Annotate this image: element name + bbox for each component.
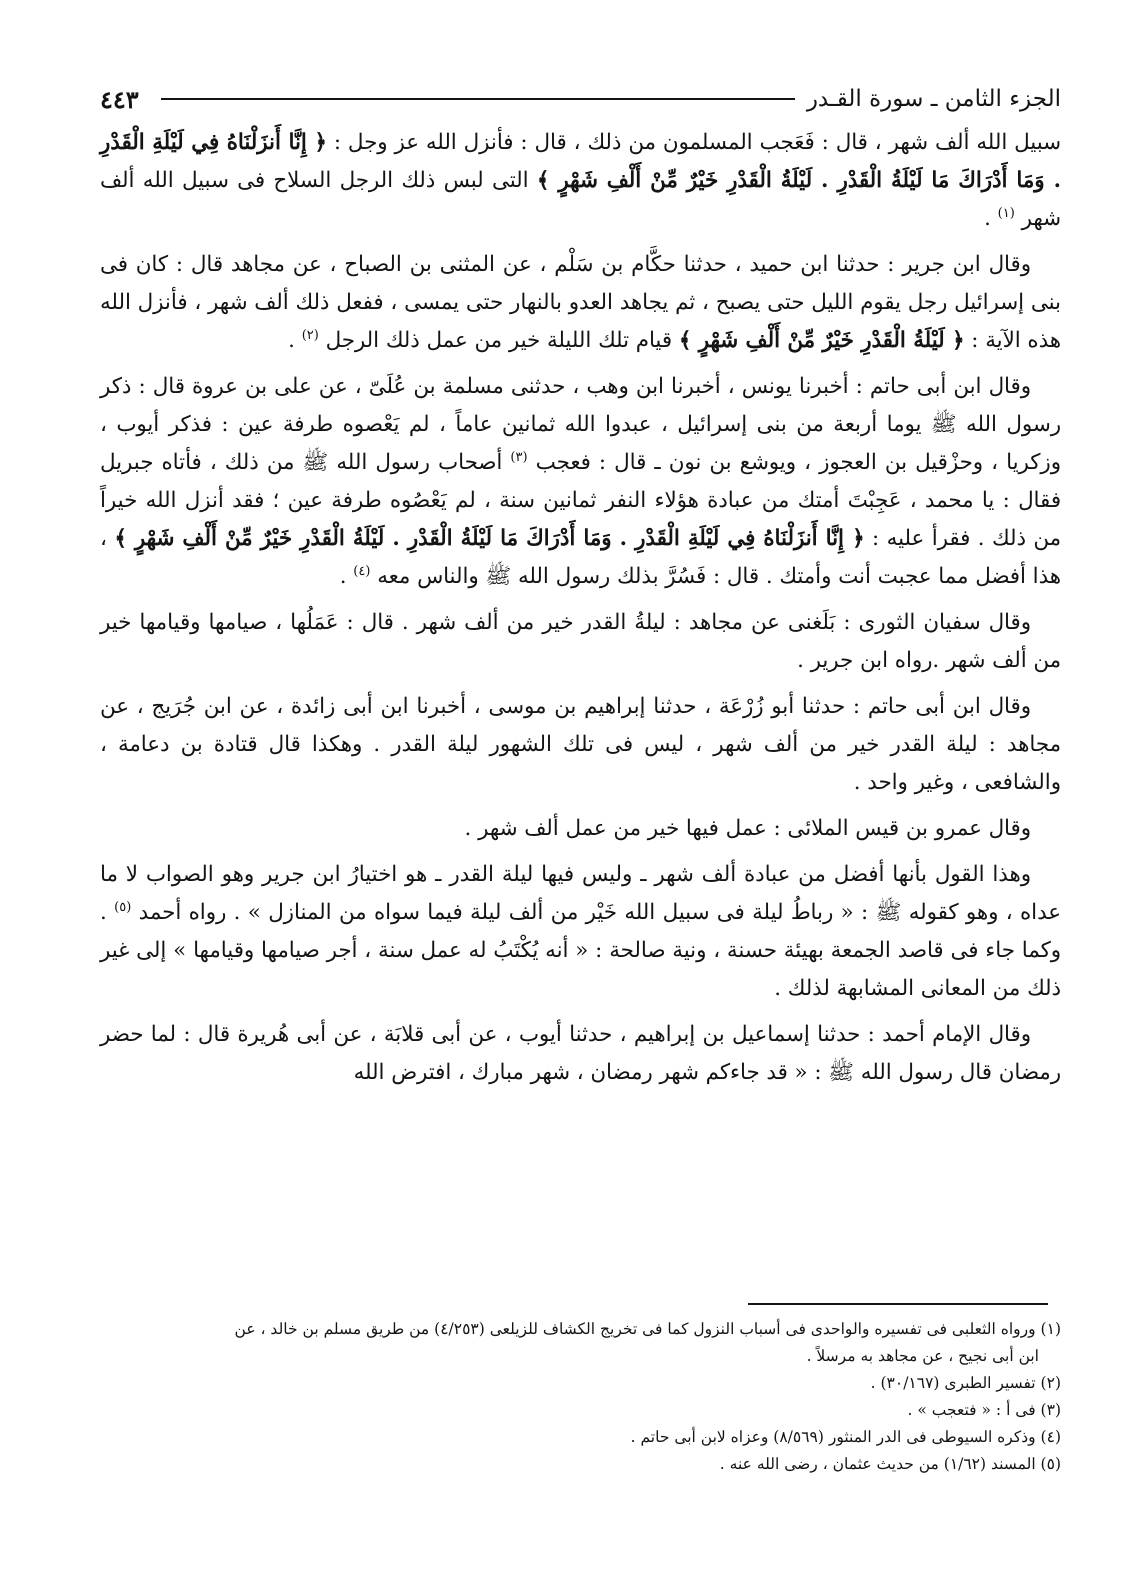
text-run: سبيل الله ألف شهر ، قال : فَعَجب المسلمون من ذلك ، قال : فأنزل الله عز وجل : — [326, 130, 1062, 155]
footnotes — [100, 1316, 1061, 1478]
text-run: ، هذا أفضل مما عجبت أنت وأمتك . قال : فَسُرَّ بذلك رسول الله ﷺ والناس معه — [100, 526, 1061, 589]
text-run: وقال ابن أبى حاتم : حدثنا أبو زُرْعَة ، حدثنا إبراهيم بن موسى ، أخبرنا ابن أبى زائدة ، عن ابن جُرَيج ، عن مجاهد : ليلة القدر خير من ألف شهر ، ليس فى تلك الشهور ليلة القدر . وهكذا قال قتادة بن دعامة ، والشافعى ، وغير واحد . — [100, 694, 1061, 795]
text-run: . — [984, 206, 998, 231]
text-run: قيام تلك الليلة خير من عمل ذلك الرجل — [318, 328, 679, 353]
paragraph — [100, 124, 1061, 238]
footnote-continuation: ابن أبى نجيح ، عن مجاهد به مرسلاً . — [806, 1347, 1039, 1365]
paragraph — [100, 688, 1061, 802]
footnote: (٢) تفسير الطبرى (٣٠/١٦٧) . — [870, 1374, 1061, 1392]
quran-verse: ﴿ لَيْلَةُ الْقَدْرِ خَيْرٌ مِّنْ أَلْفِ شَهْرٍ ﴾ — [678, 328, 965, 353]
paragraph — [100, 856, 1061, 1008]
header-rule — [161, 98, 795, 100]
text-run: التى لبس ذلك الرجل السلاح فى سبيل الله ألف شهر — [100, 168, 1061, 231]
paragraph — [100, 1016, 1061, 1092]
footnote-marker: (١) — [997, 205, 1015, 221]
main-text — [100, 124, 1061, 1100]
text-run: وقال ابن جرير : حدثنا ابن حميد ، حدثنا حكَّام بن سَلْم ، عن المثنى بن الصباح ، عن مجاهد قال : كان فى بنى إسرائيل رجل يقوم الليل حتى يصبح ، ثم يجاهد العدو بالنهار حتى يمسى ، ففعل ذلك ألف شهر ، فأنزل الله هذه الآية : — [100, 252, 1061, 353]
paragraph — [100, 368, 1061, 596]
footnote-marker: (٢) — [301, 327, 319, 343]
footnote-marker: (٤) — [353, 563, 371, 579]
footnote-marker: (٣) — [510, 449, 528, 465]
page-number: ٤٤٣ — [100, 84, 139, 114]
footnote: (٣) فى أ : « فتعجب » . — [907, 1401, 1061, 1419]
running-title: الجزء الثامن ـ سورة القـدر — [806, 86, 1061, 112]
text-run: وقال ابن أبى حاتم : أخبرنا يونس ، أخبرنا ابن وهب ، حدثنى مسلمة بن عُلَىّ ، عن على بن عروة قال : ذكر رسول الله ﷺ يوما أربعة من بنى إسرائيل ، عبدوا الله ثمانين عاماً ، لم يَعْصوه طرفة عين : فذكر أيوب ، وزكريا ، وحزْقيل بن العجوز ، ويوشع بن نون ـ قال : فعجب — [100, 374, 1061, 475]
text-run: وهذا القول بأنها أفضل من عبادة ألف شهر ـ وليس فيها ليلة القدر ـ هو اختيارُ ابن جرير وهو الصواب لا ما عداه ، وهو كقوله ﷺ : « رباطُ ليلة فى سبيل الله خَيْر من ألف ليلة فيما سواه من المنازل » . رواه أحمد — [100, 862, 1061, 925]
text-run: . — [288, 328, 302, 353]
footnote-separator — [748, 1303, 1048, 1305]
footnote-marker: (٥) — [114, 899, 132, 915]
paragraph — [100, 810, 1061, 848]
quran-verse: ﴿ إِنَّا أَنزَلْنَاهُ فِي لَيْلَةِ الْقَدْرِ . وَمَا أَدْرَاكَ مَا لَيْلَةُ الْقَدْرِ . لَيْلَةُ الْقَدْرِ خَيْرٌ مِّنْ أَلْفِ شَهْرٍ ﴾ — [114, 526, 865, 551]
footnote: (١) ورواه الثعلبى فى تفسيره والواحدى فى أسباب النزول كما فى تخريج الكشاف للزيلعى (٤/٢٥٣) من طريق مسلم بن خالد ، عن — [234, 1320, 1061, 1338]
page-header — [100, 82, 1061, 116]
text-run: . — [339, 564, 354, 589]
text-run: وقال الإمام أحمد : حدثنا إسماعيل بن إبراهيم ، حدثنا أيوب ، عن أبى قلابَة ، عن أبى هُريرة قال : لما حضر رمضان قال رسول الله ﷺ : « قد جاءكم شهر رمضان ، شهر مبارك ، افترض الله — [100, 1022, 1061, 1085]
paragraph — [100, 604, 1061, 680]
text-run: وقال عمرو بن قيس الملائى : عمل فيها خير من عمل ألف شهر . — [464, 816, 1031, 841]
footnote: (٤) وذكره السيوطى فى الدر المنثور (٨/٥٦٩) وعزاه لابن أبى حاتم . — [630, 1428, 1061, 1446]
text-run: . وكما جاء فى قاصد الجمعة بهيئة حسنة ، ونية صالحة : « أنه يُكْتَبُ له عمل سنة ، أجر صيامها وقيامها » إلى غير ذلك من المعانى المشابهة لذلك . — [100, 900, 1061, 1001]
quran-verse: ﴿ إِنَّا أَنزَلْنَاهُ فِي لَيْلَةِ الْقَدْرِ . وَمَا أَدْرَاكَ مَا لَيْلَةُ الْقَدْرِ . لَيْلَةُ الْقَدْرِ خَيْرٌ مِّنْ أَلْفِ شَهْرٍ ﴾ — [100, 130, 1061, 193]
text-run: أصحاب رسول الله ﷺ من ذلك ، فأتاه جبريل فقال : يا محمد ، عَجِبْتَ أمتك من عبادة هؤلاء النفر ثمانين سنة ، لم يَعْصُوه طرفة عين ؛ فقد أنزل الله خيراً من ذلك . فقرأ عليه : — [100, 450, 1061, 551]
text-run: وقال سفيان الثورى : بَلَغنى عن مجاهد : ليلةُ القدر خير من ألف شهر . قال : عَمَلُها ، صيامها وقيامها خير من ألف شهر .رواه ابن جرير . — [100, 610, 1061, 673]
footnote: (٥) المسند (١/٦٢) من حديث عثمان ، رضى الله عنه . — [719, 1455, 1061, 1473]
paragraph — [100, 246, 1061, 360]
